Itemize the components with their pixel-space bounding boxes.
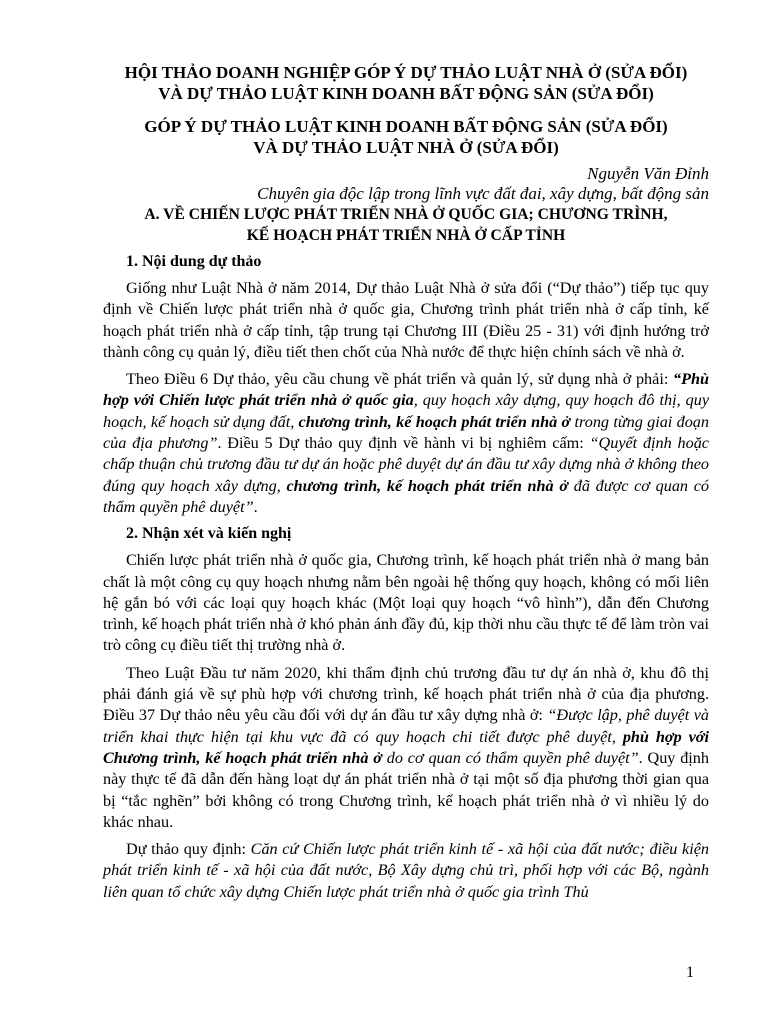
subsection-1-heading: 1. Nội dung dự thảo (126, 253, 262, 270)
document-page (103, 62, 709, 903)
text-run: . Quy định này thực tế đã dẫn đến hàng loạt dự án phát triển nhà ở tại một số địa phương thời gian qua bị “tắc nghẽn” bởi không có trong Chương trình, kế hoạch phát triển nhà ở vì nhiều lý do khác nhau. (103, 748, 709, 831)
subsection-1-paragraph-2 (103, 369, 709, 518)
quote-bold-italic: chương trình, kế hoạch phát triển nhà ở (298, 412, 571, 431)
author-role: Chuyên gia độc lập trong lĩnh vực đất đai, xây dựng, bất động sản (257, 184, 709, 203)
quote-italic: trong từng giai đoạn của địa phương” (103, 412, 709, 453)
quote-bold-italic: phù hợp với Chương trình, kế hoạch phát triển nhà ở (103, 727, 709, 767)
section-a-title (103, 204, 709, 246)
section-a-title-line-1: A. VỀ CHIẾN LƯỢC PHÁT TRIỂN NHÀ Ở QUỐC GIA; CHƯƠNG TRÌNH, (144, 206, 668, 223)
text-run: . Điều 5 Dự thảo quy định về hành vi bị nghiêm cấm: (217, 434, 590, 453)
quote-bold-italic: chương trình, kế hoạch phát triển nhà ở (286, 476, 569, 495)
paper-title-line-1: GÓP Ý DỰ THẢO LUẬT KINH DOANH BẤT ĐỘNG SẢN (SỬA ĐỔI) (144, 117, 668, 136)
quote-italic: , quy hoạch xây dựng, quy hoạch đô thị, quy hoạch, kế hoạch sử dụng đất, (103, 391, 710, 431)
subsection-2-heading: 2. Nhận xét và kiến nghị (126, 525, 292, 543)
section-a-title-line-2: KẾ HOẠCH PHÁT TRIỂN NHÀ Ở CẤP TỈNH (246, 227, 566, 244)
quote-italic: “Được lập, phê duyệt và triển khai thực hiện tại khu vực đã có quy hoạch chi tiết được phê duyệt, (103, 706, 709, 746)
text-run: Theo Điều 6 Dự thảo, yêu cầu chung về phát triển và quản lý, sử dụng nhà ở phải: (126, 370, 673, 389)
text-run: . (253, 497, 258, 516)
text-run: Theo Luật Đầu tư năm 2020, khi thẩm định chủ trương đầu tư dự án nhà ở, khu đô thị phải đánh giá về sự phù hợp với chương trình, kế hoạch phát triển nhà ở của địa phương. Điều 37 Dự thảo nêu yêu cầu đối với dự án đầu tư xây dựng nhà ở: (103, 663, 709, 725)
subsection-2-paragraph-2 (103, 663, 709, 833)
text-run: Dự thảo quy định: (126, 840, 251, 859)
quote-italic: “Quyết định hoặc chấp thuận chủ trương đầu tư dự án hoặc phê duyệt dự án đầu tư xây dựng nhà ở không theo đúng quy hoạch xây dựng, (103, 434, 709, 495)
quote-italic: đã được cơ quan có thẩm quyền phê duyệt” (103, 476, 709, 516)
paper-title-line-2: VÀ DỰ THẢO LUẬT NHÀ Ở (SỬA ĐỔI) (253, 138, 559, 157)
subsection-1-paragraph-1: Giống như Luật Nhà ở năm 2014, Dự thảo Luật Nhà ở sửa đổi (“Dự thảo”) tiếp tục quy định về Chiến lược phát triển nhà ở quốc gia, Chương trình phát triển nhà ở cấp tỉnh, kế hoạch phát triển nhà ở cấp tỉnh, tập trung tại Chương III (Điều 25 - 31) với định hướng trở thành công cụ quản lý, điều tiết then chốt của Nhà nước để thực hiện chính sách về nhà ở. (103, 279, 709, 361)
event-title-line-2: VÀ DỰ THẢO LUẬT KINH DOANH BẤT ĐỘNG SẢN (SỬA ĐỔI) (158, 84, 654, 103)
event-title-line-1: HỘI THẢO DOANH NGHIỆP GÓP Ý DỰ THẢO LUẬT NHÀ Ở (SỬA ĐỔI) (124, 63, 688, 82)
page-number: 1 (686, 964, 694, 981)
quote-bold-italic: “Phù hợp với Chiến lược phát triển nhà ở quốc gia (103, 370, 709, 410)
subsection-2-paragraph-1: Chiến lược phát triển nhà ở quốc gia, Chương trình, kế hoạch phát triển nhà ở mang bản chất là một công cụ quy hoạch nhưng nằm bên ngoài hệ thống quy hoạch, không có mối liên hệ gắn bó với các loại quy hoạch khác (Một loại quy hoạch “vô hình”), dẫn đến Chương trình, kế hoạch phát triển nhà ở khó phản ánh đầy đủ, kịp thời nhu cầu thực tế để làm tròn vai trò công cụ điều tiết thị trường nhà ở. (103, 551, 709, 655)
event-title (103, 62, 709, 104)
paper-title (103, 116, 709, 158)
author-block (103, 164, 709, 204)
quote-italic: do cơ quan có thẩm quyền phê duyệt” (381, 748, 639, 767)
subsection-2-paragraph-3 (103, 839, 709, 903)
quote-italic: Căn cứ Chiến lược phát triển kinh tế - xã hội của đất nước; điều kiện phát triển kinh tế - xã hội của đất nước, Bộ Xây dựng chủ trì, phối hợp với các Bộ, ngành liên quan tổ chức xây dựng Chiến lược phát triển nhà ở quốc gia trình Thủ (103, 840, 710, 901)
author-name: Nguyễn Văn Đỉnh (587, 164, 709, 183)
